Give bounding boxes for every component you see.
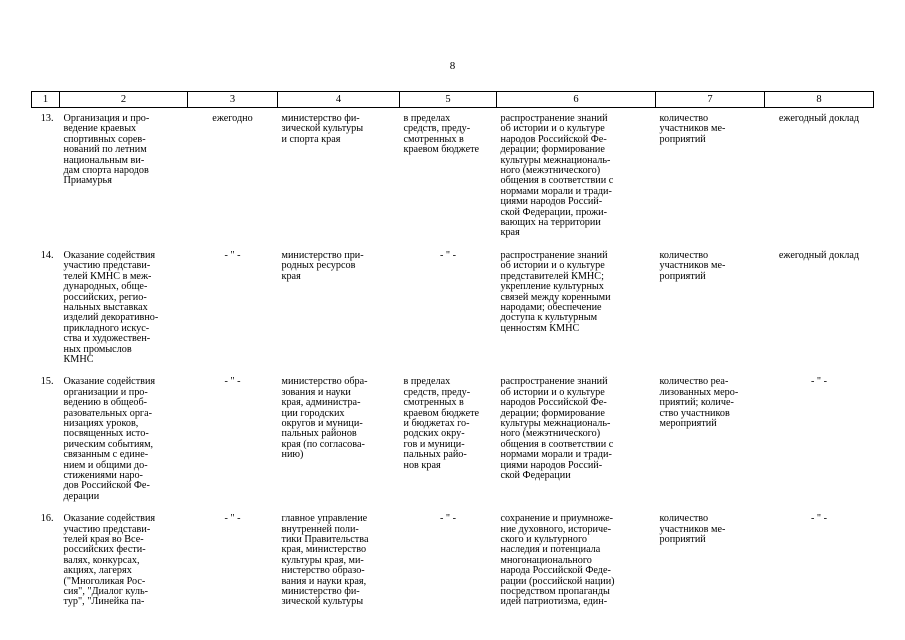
result-cell: распространение знаний об истории и о культуре представителей КМНС; укрепление культурных связей между коренными народами; обеспечение доступа к культурным ценностям КМНС xyxy=(500,249,611,334)
period-cell: - " - xyxy=(224,513,241,525)
table-row xyxy=(32,245,874,371)
report-cell: ежегодный доклад xyxy=(778,249,860,261)
funding-cell: - " - xyxy=(439,249,457,261)
report-cell: - " - xyxy=(810,513,828,525)
row-number: 14. xyxy=(40,249,54,261)
col-header-2: 2 xyxy=(60,92,188,108)
period-cell: ежегодно xyxy=(212,113,253,124)
page-number: 8 xyxy=(449,60,456,72)
result-cell: распространение знаний об истории и о культуре народов Российской Фе- дерации; формирование культуры межнациональ- ного (межэтнического) общения в соответствии с нормами морали и тради- циями народов Россий- ской Федерации, прожи- вающих на территории края xyxy=(500,113,614,239)
event-cell: Оказание содействия участию представи- телей края во Все- российских фести- валях, конкурсах, акциях, лагерях ("Многоликая Рос- сия", "Диалог куль- тур", "Линейка па- xyxy=(63,513,156,608)
col-header-6: 6 xyxy=(497,92,656,108)
executor-cell: министерство при- родных ресурсов края xyxy=(281,249,364,282)
table-row xyxy=(32,108,874,245)
executor-cell: министерство обра- зования и науки края, администра- ции городских округов и муници- пальных районов края (по согласова- нию) xyxy=(281,376,368,461)
col-header-4: 4 xyxy=(278,92,400,108)
row-number: 16. xyxy=(40,513,54,525)
executor-cell: главное управление внутренней поли- тики Правительства края, министерство культуры края, ми- нистерство образо- вания и науки края, министерство фи- зической культуры xyxy=(281,513,369,608)
event-cell: Организация и про- ведение краевых спортивных сорев- нований по летним национальным ви- дам спорта народов Приамурья xyxy=(63,113,150,187)
row-number: 15. xyxy=(40,376,54,388)
result-cell: распространение знаний об истории и о культуре народов Российской Фе- дерации; формирование культуры межнациональ- ного (межэтнического) общения в соответствии с нормами морали и тради- циями народов Россий- ской Федерации xyxy=(500,376,614,481)
period-cell: - " - xyxy=(224,249,241,261)
funding-cell: в пределах средств, преду- смотренных в краевом бюджете xyxy=(403,113,480,156)
table-row xyxy=(32,508,874,614)
funding-cell: в пределах средств, преду- смотренных в краевом бюджете и бюджетах го- родских окру- гов и муници- пальных райо- нов края xyxy=(403,376,480,471)
col-header-5: 5 xyxy=(400,92,497,108)
row-number: 13. xyxy=(40,113,54,124)
table-row xyxy=(32,371,874,508)
funding-cell: - " - xyxy=(439,513,457,525)
report-cell: ежегодный доклад xyxy=(778,113,860,124)
event-cell: Оказание содействия участию представи- телей КМНС в меж- дународных, обще- российских, регио- нальных выставках изделий декоративно- прикладного искус- ства и художествен- ных промыслов КМНС xyxy=(63,249,159,365)
executor-cell: министерство фи- зической культуры и спорта края xyxy=(281,113,364,145)
event-cell: Оказание содействия организации и про- ведению в общеоб- разовательных орга- низациях уроков, посвященных исто- рическим событиям, связанным с едине- нием и общими до- стижениями наро- дов Российской Фе- дерации xyxy=(63,376,156,502)
indicator-cell: количество участников ме- роприятий xyxy=(659,513,726,546)
header-row xyxy=(32,92,874,108)
indicator-cell: количество участников ме- роприятий xyxy=(659,113,726,145)
period-cell: - " - xyxy=(224,376,241,388)
report-cell: - " - xyxy=(810,376,828,388)
col-header-8: 8 xyxy=(765,92,874,108)
col-header-7: 7 xyxy=(656,92,765,108)
col-header-1: 1 xyxy=(32,92,60,108)
indicator-cell: количество участников ме- роприятий xyxy=(659,249,726,282)
plan-table xyxy=(31,91,874,614)
indicator-cell: количество реа- лизованных меро- приятий; количе- ство участников мероприятий xyxy=(659,376,739,429)
col-header-3: 3 xyxy=(188,92,278,108)
result-cell: сохранение и приумноже- ние духовного, историче- ского и культурного наследия и потенциала многонационального народа Российской Феде- рации (российской нации) посредством пропаганды идей патриотизма, един- xyxy=(500,513,615,608)
